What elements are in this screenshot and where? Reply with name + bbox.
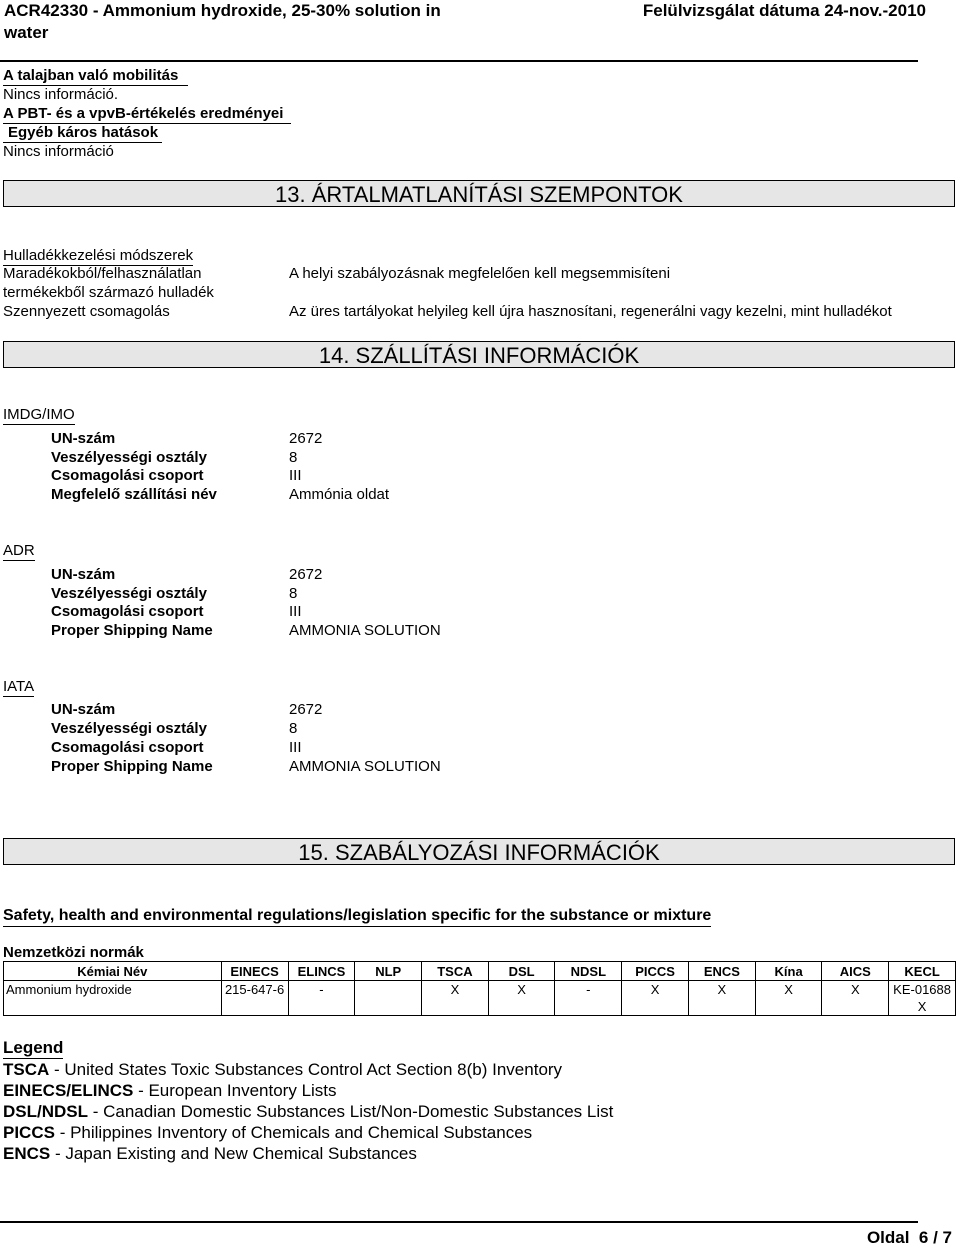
page-number: Oldal 6 / 7	[866, 1228, 952, 1247]
cell-encs: X	[689, 981, 756, 1016]
legend-item-tsca: TSCA - United States Toxic Substances Control Act Section 8(b) Inventory	[3, 1060, 563, 1079]
adr-class-value: 8	[289, 585, 298, 602]
col-china: Kína	[755, 962, 822, 981]
cell-piccs: X	[622, 981, 689, 1016]
cell-china: X	[755, 981, 822, 1016]
imdg-class-label: Veszélyességi osztály	[51, 449, 207, 466]
residue-value: A helyi szabályozásnak megfelelően kell megsemmisíteni	[289, 265, 671, 282]
cell-elincs: -	[288, 981, 355, 1016]
iata-pg-value: III	[289, 739, 302, 756]
header-divider	[0, 60, 918, 62]
adr-psn-label: Proper Shipping Name	[51, 622, 213, 639]
cell-aics: X	[822, 981, 889, 1016]
col-ndsl: NDSL	[555, 962, 622, 981]
iata-class-label: Veszélyességi osztály	[51, 720, 207, 737]
footer-divider	[0, 1221, 918, 1223]
mobility-value: Nincs információ.	[3, 86, 119, 103]
cell-chemical-name: Ammonium hydroxide	[4, 981, 222, 1016]
col-tsca: TSCA	[422, 962, 489, 981]
iata-psn-label: Proper Shipping Name	[51, 758, 213, 775]
cell-nlp	[355, 981, 422, 1016]
section-13-title: 13. ÁRTALMATLANÍTÁSI SZEMPONTOK	[3, 180, 955, 207]
iata-un-label: UN-szám	[51, 701, 116, 718]
adr-un-value: 2672	[289, 566, 323, 583]
col-dsl: DSL	[488, 962, 555, 981]
legend-item-dsl: DSL/NDSL - Canadian Domestic Substances List/Non-Domestic Substances List	[3, 1102, 614, 1121]
section-14-title: 14. SZÁLLÍTÁSI INFORMÁCIÓK	[3, 341, 955, 368]
legend-heading: Legend	[3, 1038, 64, 1057]
adr-class-label: Veszélyességi osztály	[51, 585, 207, 602]
col-elincs: ELINCS	[288, 962, 355, 981]
col-chemical-name: Kémiai Név	[4, 962, 222, 981]
cell-einecs: 215-647-6	[221, 981, 288, 1016]
col-aics: AICS	[822, 962, 889, 981]
legend-item-encs: ENCS - Japan Existing and New Chemical Substances	[3, 1144, 417, 1163]
mobility-heading: A talajban való mobilitás	[3, 66, 188, 86]
imdg-psn-value: Ammónia oldat	[289, 486, 390, 503]
intl-standards-heading: Nemzetközi normák	[3, 944, 144, 961]
iata-heading: IATA	[3, 678, 35, 695]
other-effects-heading: Egyéb káros hatások	[3, 123, 162, 143]
iata-class-value: 8	[289, 720, 298, 737]
pbt-heading: A PBT- és a vpvB-értékelés eredményei	[3, 104, 291, 124]
cell-dsl: X	[488, 981, 555, 1016]
residue-label-2: termékekből származó hulladék	[3, 284, 214, 301]
packaging-label: Szennyezett csomagolás	[3, 303, 170, 320]
cell-tsca: X	[422, 981, 489, 1016]
iata-pg-label: Csomagolási csoport	[51, 739, 204, 756]
table-row	[4, 981, 956, 1016]
imdg-heading: IMDG/IMO	[3, 406, 75, 423]
cell-ndsl: -	[555, 981, 622, 1016]
other-effects-value: Nincs információ	[3, 143, 114, 160]
section-15-title: 15. SZABÁLYOZÁSI INFORMÁCIÓK	[3, 838, 955, 865]
iata-psn-value: AMMONIA SOLUTION	[289, 758, 441, 775]
adr-pg-value: III	[289, 603, 302, 620]
cell-kecl: KE-01688 X	[889, 981, 956, 1016]
adr-heading: ADR	[3, 542, 35, 559]
adr-psn-value: AMMONIA SOLUTION	[289, 622, 441, 639]
waste-methods-heading: Hulladékkezelési módszerek	[3, 247, 194, 264]
adr-un-label: UN-szám	[51, 566, 116, 583]
iata-un-value: 2672	[289, 701, 323, 718]
col-piccs: PICCS	[622, 962, 689, 981]
col-kecl: KECL	[889, 962, 956, 981]
adr-pg-label: Csomagolási csoport	[51, 603, 204, 620]
imdg-un-label: UN-szám	[51, 430, 116, 447]
packaging-value: Az üres tartályokat helyileg kell újra hasznosítani, regenerálni vagy kezelni, mint hulladékot	[289, 303, 892, 320]
imdg-class-value: 8	[289, 449, 298, 466]
legend-item-piccs: PICCS - Philippines Inventory of Chemicals and Chemical Substances	[3, 1123, 533, 1142]
imdg-un-value: 2672	[289, 430, 323, 447]
imdg-psn-label: Megfelelő szállítási név	[51, 486, 217, 503]
imdg-pg-value: III	[289, 467, 302, 484]
col-encs: ENCS	[689, 962, 756, 981]
inventory-header-row	[4, 962, 956, 981]
col-nlp: NLP	[355, 962, 422, 981]
col-einecs: EINECS	[221, 962, 288, 981]
document-title: ACR42330 - Ammonium hydroxide, 25-30% solution in water	[4, 1, 441, 42]
inventory-table	[3, 961, 956, 1016]
residue-label-1: Maradékokból/felhasználatlan	[3, 265, 202, 282]
legend-item-einecs: EINECS/ELINCS - European Inventory Lists	[3, 1081, 337, 1100]
regulations-subtitle: Safety, health and environmental regulations/legislation specific for the substance or mixture	[3, 906, 711, 927]
imdg-pg-label: Csomagolási csoport	[51, 467, 204, 484]
revision-date: Felülvizsgálat dátuma 24-nov.-2010	[642, 1, 926, 20]
